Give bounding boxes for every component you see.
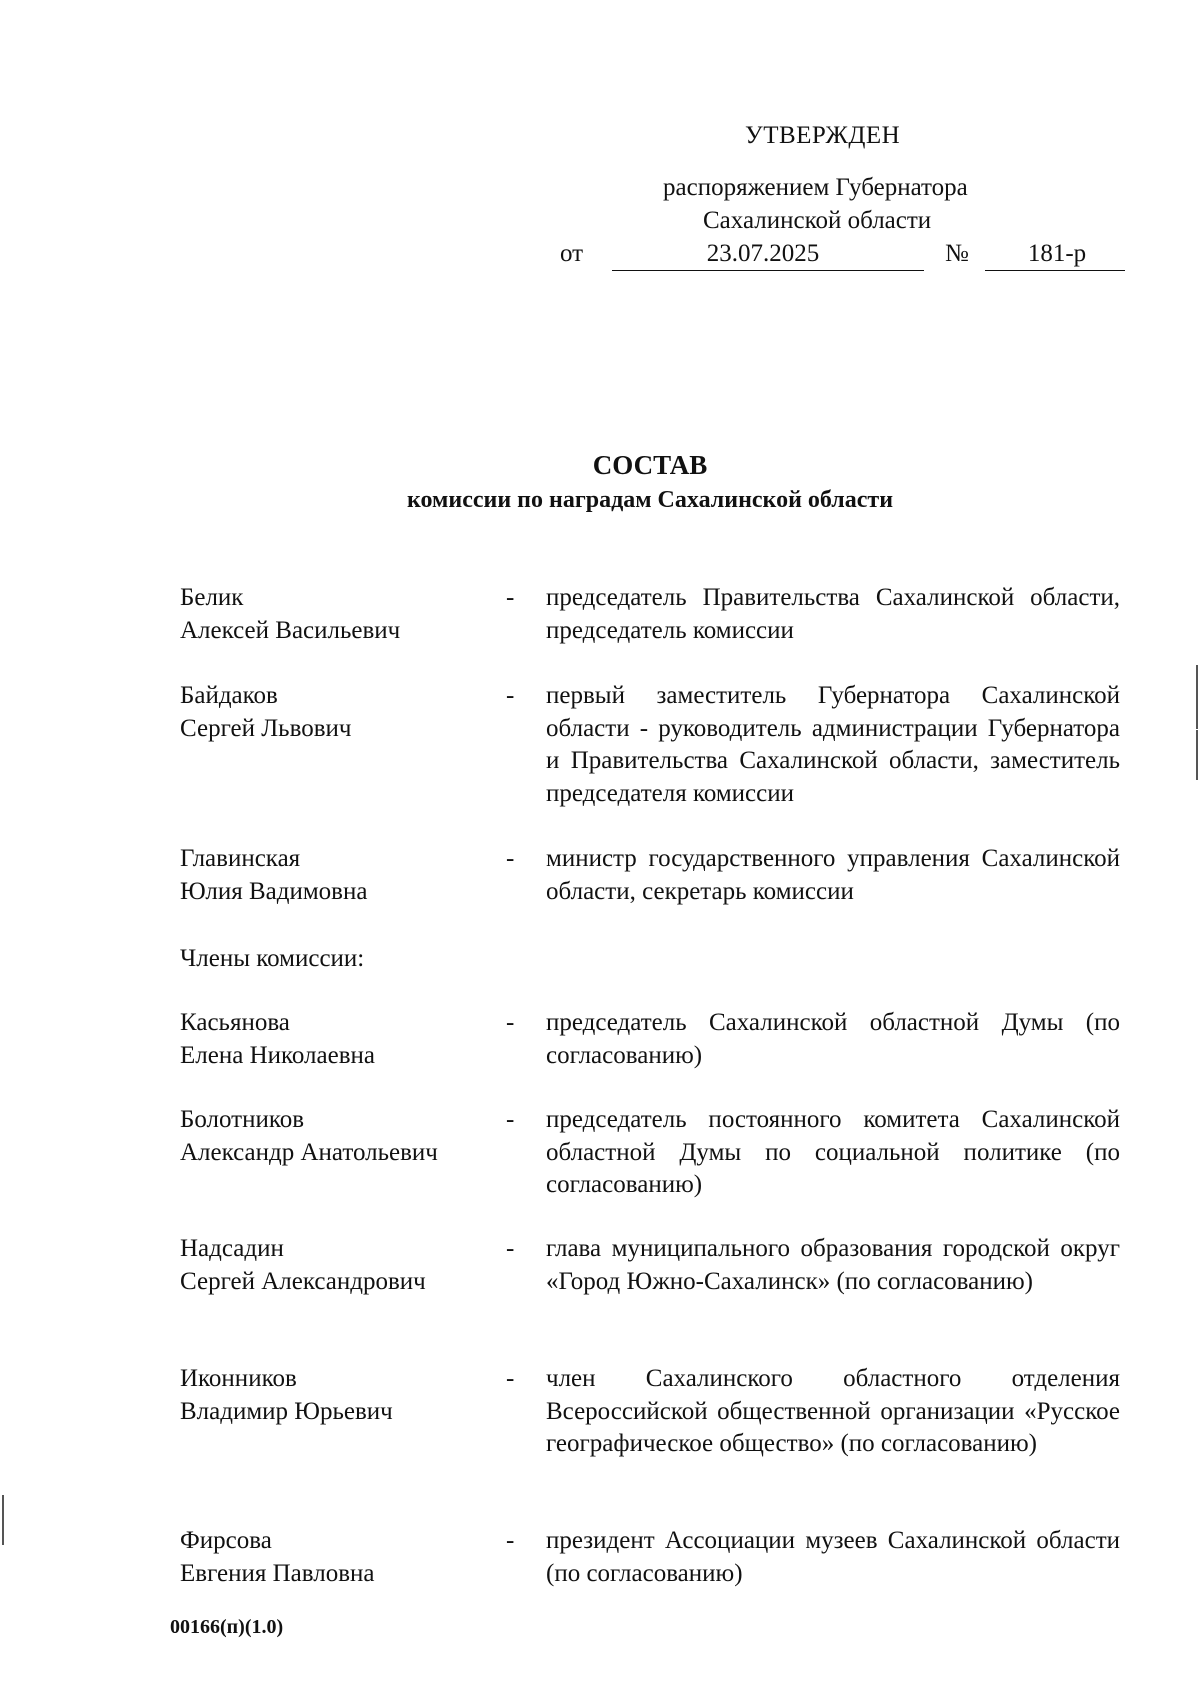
member-position: президент Ассоциации музеев Сахалинской области (по согласованию) <box>546 1527 1120 1587</box>
member-position: глава муниципального образования городской округ «Город Южно-Сахалинск» (по согласованию) <box>546 1235 1120 1295</box>
member-name <box>180 1104 500 1169</box>
member-surname: Касьянова <box>180 1009 290 1036</box>
member-position: председатель Правительства Сахалинской области, председатель комиссии <box>546 584 1120 644</box>
member-position: председатель Сахалинской областной Думы (по согласованию) <box>546 1009 1120 1069</box>
member-given-names: Елена Николаевна <box>180 1041 375 1069</box>
member-surname: Надсадин <box>180 1235 284 1262</box>
approval-date-field <box>612 240 924 271</box>
member-name <box>180 1007 500 1072</box>
member-name <box>180 582 500 647</box>
number-sign: № <box>945 240 969 267</box>
member-surname: Фирсова <box>180 1527 272 1554</box>
member-position: председатель постоянного комитета Сахалинской областной Думы по социальной политике (по согласованию) <box>546 1106 1120 1198</box>
member-dash: - <box>506 682 515 709</box>
member-dash: - <box>506 1235 515 1262</box>
member-dash: - <box>506 1106 515 1133</box>
member-dash: - <box>506 845 515 872</box>
member-position: член Сахалинского областного отделения Всероссийской общественной организации «Русское географическое общество» (по согласованию) <box>546 1365 1120 1457</box>
member-given-names: Александр Анатольевич <box>180 1138 438 1166</box>
member-position: министр государственного управления Сахалинской области, секретарь комиссии <box>546 845 1120 905</box>
document-code: 00166(п)(1.0) <box>170 1616 284 1638</box>
member-dash: - <box>506 584 515 611</box>
scan-edge-mark <box>1196 665 1198 729</box>
approval-date-row <box>560 240 1120 272</box>
member-surname: Болотников <box>180 1106 305 1133</box>
member-name <box>180 1363 500 1428</box>
member-given-names: Алексей Васильевич <box>180 616 401 644</box>
member-name <box>180 1233 500 1298</box>
approval-date: 23.07.2025 <box>706 240 820 267</box>
approval-line-2: Сахалинской области <box>703 207 932 234</box>
member-name <box>180 843 500 908</box>
member-surname: Иконников <box>180 1365 297 1392</box>
scan-edge-mark <box>1196 730 1198 780</box>
document-title: СОСТАВ <box>592 450 708 480</box>
document-subtitle: комиссии по наградам Сахалинской области <box>406 487 894 513</box>
approval-number-field <box>985 240 1125 271</box>
member-surname: Главинская <box>180 845 301 872</box>
member-given-names: Сергей Львович <box>180 714 352 742</box>
scan-edge-mark <box>2 1495 4 1545</box>
member-dash: - <box>506 1527 515 1554</box>
member-surname: Белик <box>180 584 244 611</box>
member-surname: Байдаков <box>180 682 278 709</box>
member-name <box>180 680 500 745</box>
member-position: первый заместитель Губернатора Сахалинской области - руководитель администрации Губернатора и Правительства Сахалинской области, заместитель председателя комиссии <box>546 682 1120 807</box>
member-given-names: Юлия Вадимовна <box>180 877 368 905</box>
approval-line-1: распоряжением Губернатора <box>663 174 968 201</box>
from-label: от <box>560 240 584 267</box>
approval-number: 181-р <box>1027 240 1087 267</box>
member-name <box>180 1525 500 1590</box>
approval-title: УТВЕРЖДЕН <box>745 122 901 149</box>
member-dash: - <box>506 1365 515 1392</box>
member-given-names: Сергей Александрович <box>180 1267 426 1295</box>
member-dash: - <box>506 1009 515 1036</box>
members-label: Члены комиссии: <box>180 945 365 972</box>
member-given-names: Владимир Юрьевич <box>180 1397 393 1425</box>
member-given-names: Евгения Павловна <box>180 1559 375 1587</box>
